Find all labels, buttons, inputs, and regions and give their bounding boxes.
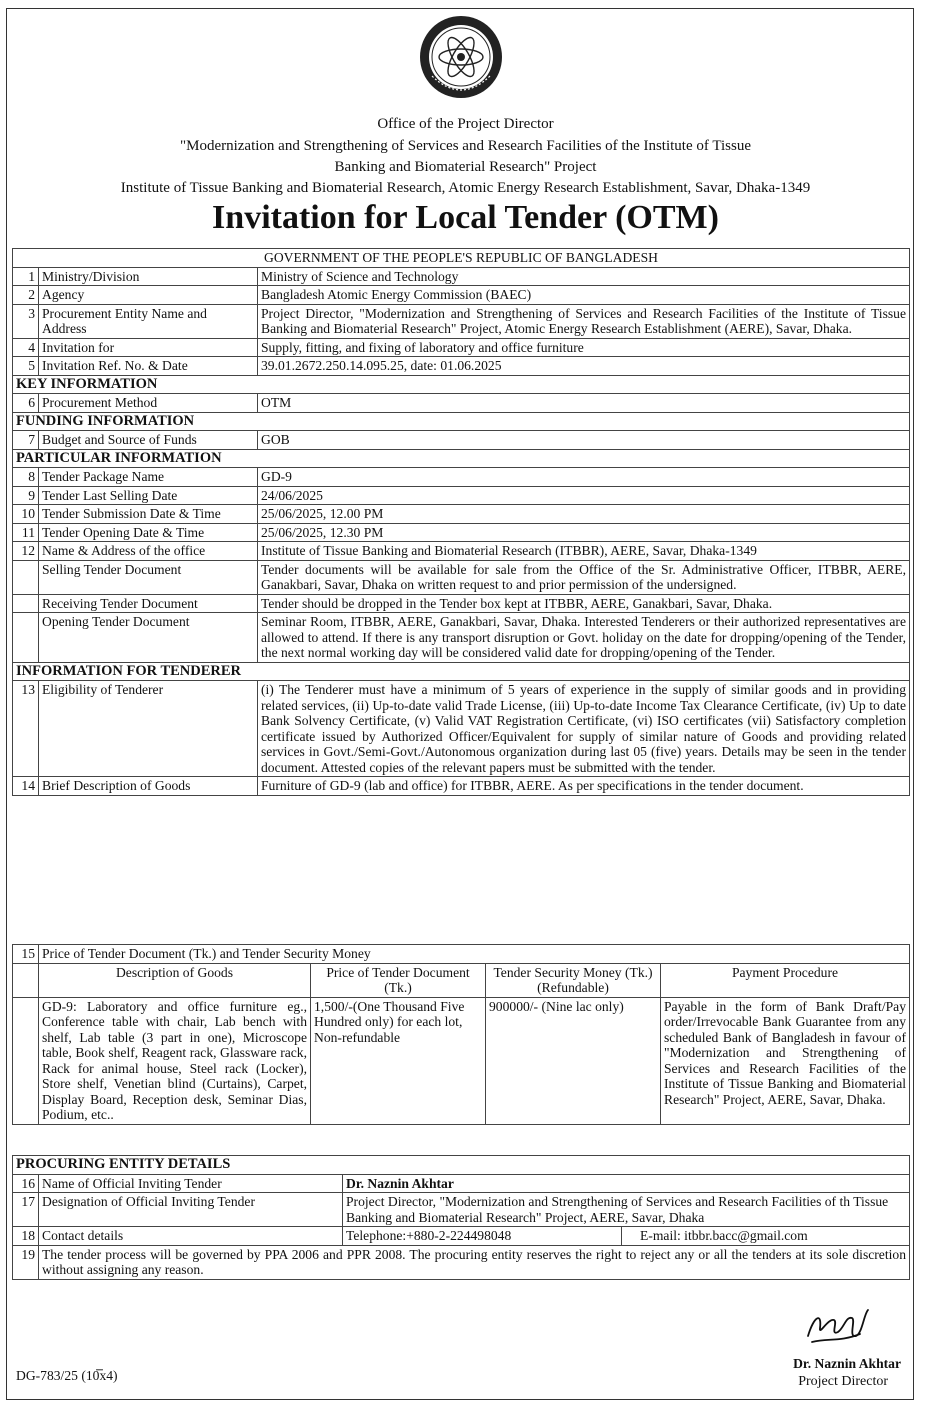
section-row xyxy=(13,449,910,468)
price-header-row xyxy=(13,963,910,997)
row-value: Institute of Tissue Banking and Biomaterial Research (ITBBR), AERE, Savar, Dhaka-1349 xyxy=(258,542,910,561)
row-value: Bangladesh Atomic Energy Commission (BAEC) xyxy=(258,286,910,305)
table-row xyxy=(13,560,910,594)
row-label: Budget and Source of Funds xyxy=(39,431,258,450)
section-heading: FUNDING INFORMATION xyxy=(13,412,910,431)
row-number: 6 xyxy=(13,394,39,413)
governing-rules-note: The tender process will be governed by PPA 2006 and PPR 2008. The procuring entity reserves the right to reject any or all the tenders at its sole discretion without assigning any reason. xyxy=(39,1245,910,1279)
row-value: Tender should be dropped in the Tender box kept at ITBBR, AERE, Ganakbari, Savar, Dhaka. xyxy=(258,594,910,613)
section-heading: INFORMATION FOR TENDERER xyxy=(13,662,910,681)
table-row xyxy=(13,267,910,286)
official-name: Dr. Naznin Akhtar xyxy=(343,1174,910,1193)
table-row xyxy=(13,394,910,413)
document-price: 1,500/-(One Thousand Five Hundred only) for each lot, Non-refundable xyxy=(311,997,486,1124)
row-label: Procurement Entity Name and Address xyxy=(39,304,258,338)
row-number: 1 xyxy=(13,267,39,286)
row-value: Ministry of Science and Technology xyxy=(258,267,910,286)
row-label: Invitation Ref. No. & Date xyxy=(39,357,258,376)
row-label: Invitation for xyxy=(39,338,258,357)
table-row xyxy=(13,613,910,663)
row-number: 8 xyxy=(13,468,39,487)
project-line-2: Banking and Biomaterial Research" Project xyxy=(334,159,597,175)
row-label: Tender Opening Date & Time xyxy=(39,523,258,542)
row-value: 39.01.2672.250.14.095.25, date: 01.06.2025 xyxy=(258,357,910,376)
row-value: GOB xyxy=(258,431,910,450)
price-title: Price of Tender Document (Tk.) and Tender Security Money xyxy=(39,945,910,964)
table-row xyxy=(13,486,910,505)
tender-info-table xyxy=(12,248,910,796)
payment-procedure: Payable in the form of Bank Draft/Pay order/Irrevocable Bank Guarantee from any scheduled Bank of Bangladesh in favour of "Modernization and Strengthening of Services and Research Facilities of the Institute of Tissue Banking and Biomaterial Research" Project, AERE, Savar, Dhaka. xyxy=(661,997,910,1124)
section-row xyxy=(13,662,910,681)
table-row xyxy=(13,286,910,305)
row-value: Supply, fitting, and fixing of laboratory and office furniture xyxy=(258,338,910,357)
row-number: 16 xyxy=(13,1174,39,1193)
signatory-name: Dr. Naznin Akhtar xyxy=(793,1356,901,1371)
dg-number: DG-783/25 (10̅̅x4) xyxy=(16,1368,118,1383)
row-label: Brief Description of Goods xyxy=(39,777,258,796)
row-value: GD-9 xyxy=(258,468,910,487)
price-title-row xyxy=(13,945,910,964)
table-row xyxy=(13,681,910,777)
row-number: 4 xyxy=(13,338,39,357)
table-row xyxy=(13,338,910,357)
row-number: 9 xyxy=(13,486,39,505)
row-label: Eligibility of Tenderer xyxy=(39,681,258,777)
row-value: Seminar Room, ITBBR, AERE, Ganakbari, Savar, Dhaka. Interested Tenderers or their authorized representatives are allowed to attend. If there is any transport disruption or Govt. holiday on the date for dropping/opening of the Tender, the next normal working day will be considered valid date for dropping/opening of the Tender. xyxy=(258,613,910,663)
row-label: Designation of Official Inviting Tender xyxy=(39,1193,343,1227)
section-heading: PROCURING ENTITY DETAILS xyxy=(13,1156,910,1175)
table-row xyxy=(13,1174,910,1193)
row-number xyxy=(13,613,39,663)
row-label: Selling Tender Document xyxy=(39,560,258,594)
contact-email: E-mail: itbbr.bacc@gmail.com xyxy=(622,1227,910,1246)
row-number: 12 xyxy=(13,542,39,561)
row-value: 25/06/2025, 12.00 PM xyxy=(258,505,910,524)
procuring-entity-table xyxy=(12,1155,910,1280)
row-label: Tender Package Name xyxy=(39,468,258,487)
table-row xyxy=(13,505,910,524)
column-header-goods: Description of Goods xyxy=(39,963,311,997)
official-designation: Project Director, "Modernization and Strengthening of Services and Research Facilities of th Tissue Banking and Biomaterial Research" Project, AERE, Savar, Dhaka xyxy=(343,1193,910,1227)
row-value: Tender documents will be available for sale from the Office of the Sr. Administrative Officer, ITBBR, AERE, Ganakbari, Savar, Dhaka on written request to and prior permission of the undersigned. xyxy=(258,560,910,594)
row-label: Ministry/Division xyxy=(39,267,258,286)
row-number: 5 xyxy=(13,357,39,376)
table-row xyxy=(13,777,910,796)
page-title: Invitation for Local Tender (OTM) xyxy=(212,199,719,236)
table-row xyxy=(13,431,910,450)
row-label: Name & Address of the office xyxy=(39,542,258,561)
row-number xyxy=(13,594,39,613)
section-row xyxy=(13,1156,910,1175)
row-value: (i) The Tenderer must have a minimum of 5 years of experience in the supply of similar goods and in providing related services, (ii) Up-to-date valid Trade License, (iii) Up-to-date Income Tax Clearance Certificate, (iv) Up to date Bank Solvency Certificate, (v) Valid VAT Registration Certificate, (vi) ISO certificates (vii) Satisfactory completion certificate issued by Authorized Officer/Equivalent for supply of similar nature of Goods and providing related services in Govt./Semi-Govt./Autonomous organization during last 05 (five) years. Details may be seen in the tender document. Attested copies of the relevant papers must be submitted with the tender. xyxy=(258,681,910,777)
column-header-security: Tender Security Money (Tk.) (Refundable) xyxy=(486,963,661,997)
gov-title-row xyxy=(13,249,910,268)
row-number: 10 xyxy=(13,505,39,524)
table-row xyxy=(13,1227,910,1246)
column-header-payment: Payment Procedure xyxy=(661,963,910,997)
contact-phone: Telephone:+880-2-224498048 xyxy=(343,1227,622,1246)
row-value: 25/06/2025, 12.30 PM xyxy=(258,523,910,542)
table-row xyxy=(13,304,910,338)
signature-image xyxy=(800,1306,872,1350)
goods-description: GD-9: Laboratory and office furniture eg., Conference table with chair, Lab bench with shelf, Lab table (3 part in one), Microscope table, Book shelf, Reagent rack, Glassware rack, Rack for animal house, Steel rack (Locker), Store shelf, Venetian blind (Curtains), Carpet, Display Board, Reception desk, Seminar Dias, Podium, etc.. xyxy=(39,997,311,1124)
table-row xyxy=(13,468,910,487)
column-header-price: Price of Tender Document (Tk.) xyxy=(311,963,486,997)
section-heading: PARTICULAR INFORMATION xyxy=(13,449,910,468)
row-number xyxy=(13,997,39,1124)
table-row xyxy=(13,1193,910,1227)
section-row xyxy=(13,412,910,431)
row-label: Opening Tender Document xyxy=(39,613,258,663)
row-value: Furniture of GD-9 (lab and office) for ITBBR, AERE. As per specifications in the tender document. xyxy=(258,777,910,796)
row-number xyxy=(13,963,39,997)
row-number: 7 xyxy=(13,431,39,450)
row-number: 13 xyxy=(13,681,39,777)
row-number: 11 xyxy=(13,523,39,542)
security-money: 900000/- (Nine lac only) xyxy=(486,997,661,1124)
table-row xyxy=(13,357,910,376)
table-row xyxy=(13,594,910,613)
row-label: Procurement Method xyxy=(39,394,258,413)
gov-title: GOVERNMENT OF THE PEOPLE'S REPUBLIC OF BANGLADESH xyxy=(13,249,910,268)
section-heading: KEY INFORMATION xyxy=(13,375,910,394)
institute-address: Institute of Tissue Banking and Biomaterial Research, Atomic Energy Research Establishment, Savar, Dhaka-1349 xyxy=(120,180,811,196)
project-line-1: "Modernization and Strengthening of Services and Research Facilities of the Institute of Tissue xyxy=(179,138,751,154)
row-number: 14 xyxy=(13,777,39,796)
office-heading: Office of the Project Director xyxy=(377,116,554,132)
row-number: 15 xyxy=(13,945,39,964)
row-label: Receiving Tender Document xyxy=(39,594,258,613)
table-row xyxy=(13,1245,910,1279)
row-label: Agency xyxy=(39,286,258,305)
row-number: 18 xyxy=(13,1227,39,1246)
row-number xyxy=(13,560,39,594)
signatory-title: Project Director xyxy=(798,1374,888,1389)
row-value: Project Director, "Modernization and Strengthening of Services and Research Facilities of the Institute of Tissue Banking and Biomaterial Research" Project, Atomic Energy Research Establishment (AERE), Savar, Dhaka. xyxy=(258,304,910,338)
row-label: Tender Submission Date & Time xyxy=(39,505,258,524)
section-row xyxy=(13,375,910,394)
row-value: 24/06/2025 xyxy=(258,486,910,505)
row-value: OTM xyxy=(258,394,910,413)
row-number: 3 xyxy=(13,304,39,338)
row-number: 19 xyxy=(13,1245,39,1279)
baec-emblem-logo xyxy=(418,14,504,100)
row-label: Contact details xyxy=(39,1227,343,1246)
row-number: 2 xyxy=(13,286,39,305)
row-label: Name of Official Inviting Tender xyxy=(39,1174,343,1193)
price-data-row xyxy=(13,997,910,1124)
table-row xyxy=(13,542,910,561)
row-label: Tender Last Selling Date xyxy=(39,486,258,505)
price-table xyxy=(12,944,910,1125)
row-number: 17 xyxy=(13,1193,39,1227)
table-row xyxy=(13,523,910,542)
